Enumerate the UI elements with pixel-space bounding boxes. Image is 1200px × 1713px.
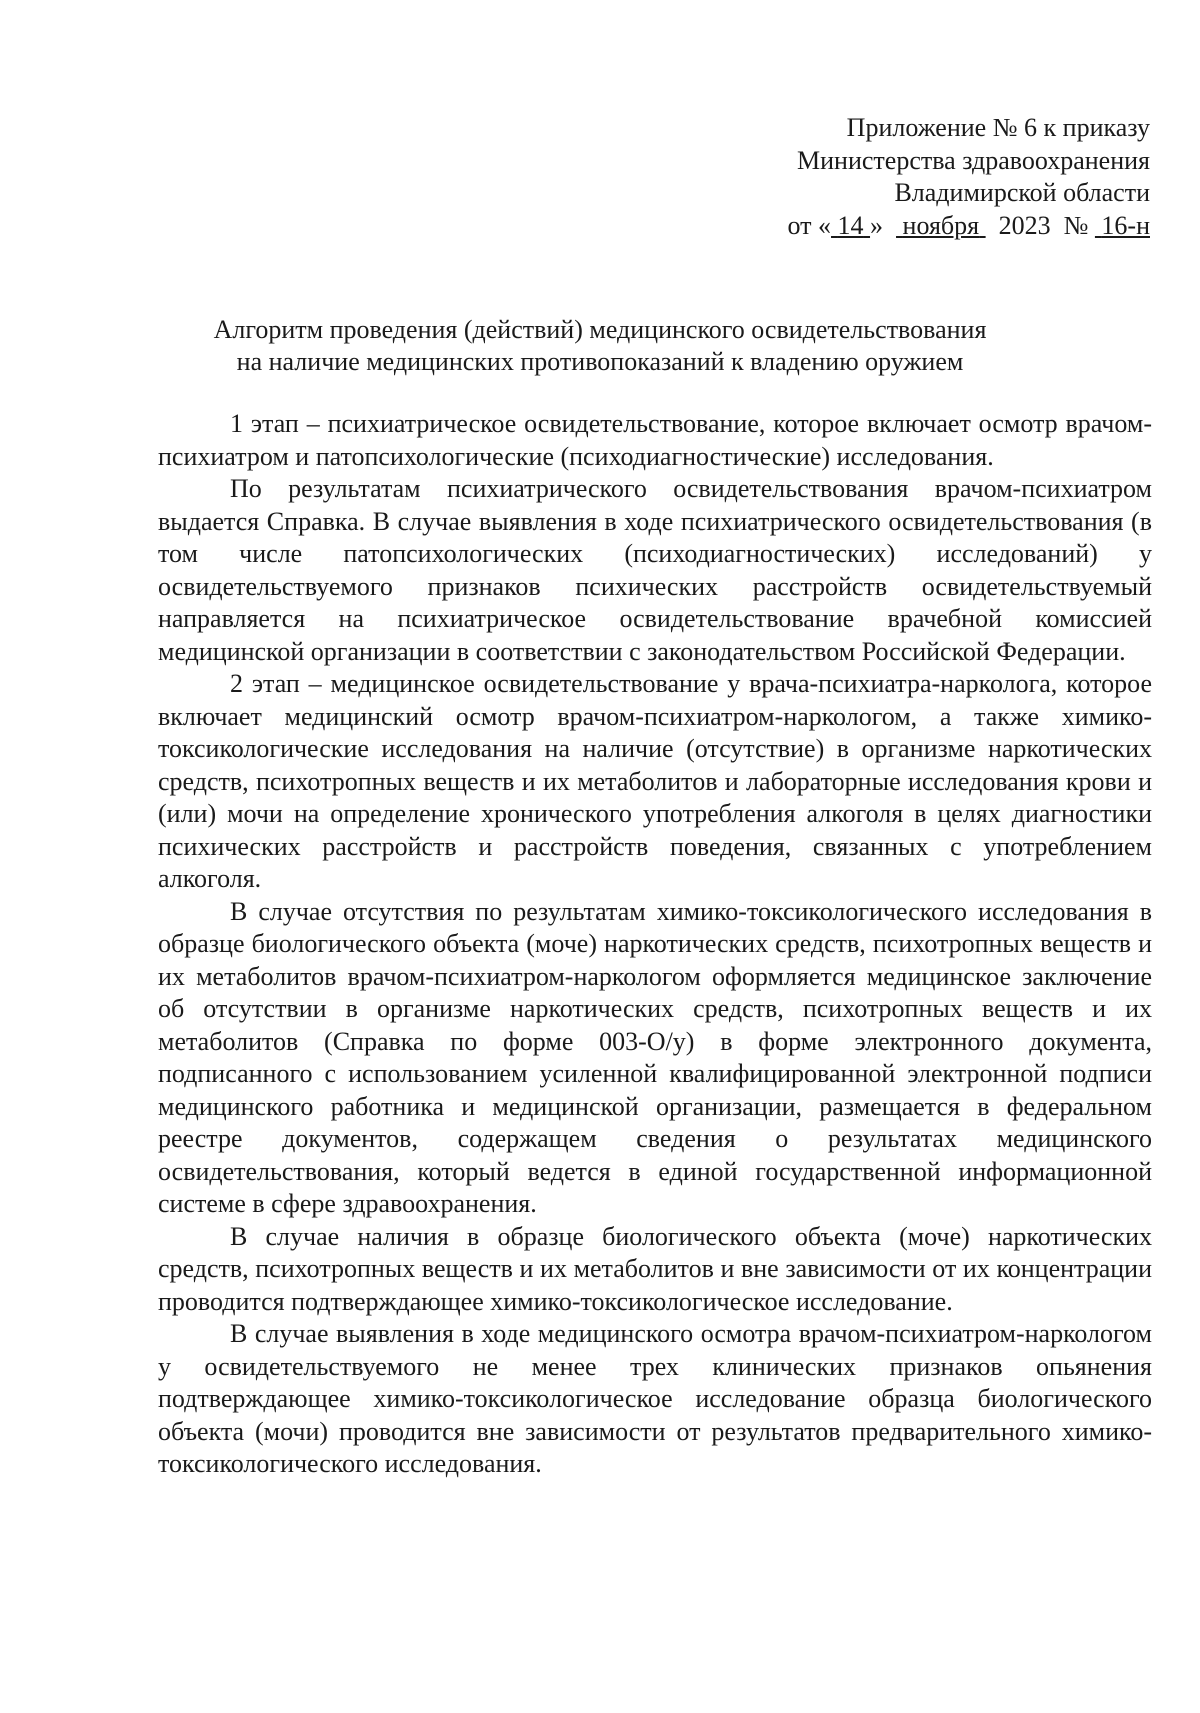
- appendix-header: [788, 112, 1151, 242]
- paragraph-clinical-signs: В случае выявления в ходе медицинского осмотра врачом-психиатром-наркологом у освидетельствуемого не менее трех клинических признаков опьянения подтверждающее химико-токсикологическое исследование образца биологического объекта (мочи) проводится вне зависимости от результатов предварительного химико-токсикологического исследования.: [158, 1319, 1152, 1478]
- paragraph-positive-result: В случае наличия в образце биологического объекта (моче) наркотических средств, психотропных веществ и их метаболитов и вне зависимости от их концентрации проводится подтверждающее химико-токсикологическое исследование.: [158, 1221, 1152, 1316]
- title-line-1: Алгоритм проведения (действий) медицинского освидетельствования: [213, 315, 987, 344]
- paragraph-negative-result: В случае отсутствия по результатам химико-токсикологического исследования в образце биологического объекта (моче) наркотических средств, психотропных веществ и их метаболитов врачом-психиатром-наркологом оформляется медицинское заключение об отсутствии в организме наркотических средств, психотропных веществ и их метаболитов (Справка по форме 003-О/у) в форме электронного документа, подписанного с использованием усиленной квалифицированной электронной подписи медицинского работника и медицинской организации, размещается в федеральном реестре документов, содержащем сведения о результатах медицинского освидетельствования, который ведется в единой государственной информационной системе в сфере здравоохранения.: [158, 896, 1152, 1218]
- order-year: 2023: [998, 210, 1051, 240]
- number-sign: №: [1063, 210, 1089, 240]
- header-line-region: Владимирской области: [894, 178, 1150, 207]
- title-line-2: на наличие медицинских противопоказаний к владению оружием: [236, 347, 964, 376]
- document-title: [0, 314, 1200, 378]
- header-line-appendix: Приложение № 6 к приказу: [846, 113, 1150, 142]
- date-day-close: »: [870, 210, 884, 240]
- date-prefix: от «: [787, 210, 832, 240]
- order-month: ноября: [902, 210, 980, 240]
- document-body: [158, 408, 1152, 1481]
- order-number: 16-н: [1101, 210, 1150, 240]
- header-line-date: [788, 210, 1151, 243]
- paragraph-psychiatric-results: По результатам психиатрического освидетельствования врачом-психиатром выдается Справка. В случае выявления в ходе психиатрического освидетельствования (в том числе патопсихологических (психодиагностических) исследований) у освидетельствуемого признаков психических расстройств освидетельствуемый направляется на психиатрическое освидетельствование врачебной комиссией медицинской организации в соответствии с законодательством Российской Федерации.: [158, 474, 1152, 666]
- order-day: 14: [837, 210, 864, 240]
- paragraph-stage-2: 2 этап – медицинское освидетельствование у врача-психиатра-нарколога, которое включает медицинский осмотр врачом-психиатром-наркологом, а также химико-токсикологические исследования на наличие (отсутствие) в организме наркотических средств, психотропных веществ и их метаболитов и лабораторные исследования крови и (или) мочи на определение хронического употребления алкоголя в целях диагностики психических расстройств и расстройств поведения, связанных с употреблением алкоголя.: [158, 669, 1152, 893]
- paragraph-stage-1: 1 этап – психиатрическое освидетельствование, которое включает осмотр врачом-психиатром и патопсихологические (психодиагностические) исследования.: [158, 409, 1152, 471]
- header-line-ministry: Министерства здравоохранения: [797, 145, 1150, 175]
